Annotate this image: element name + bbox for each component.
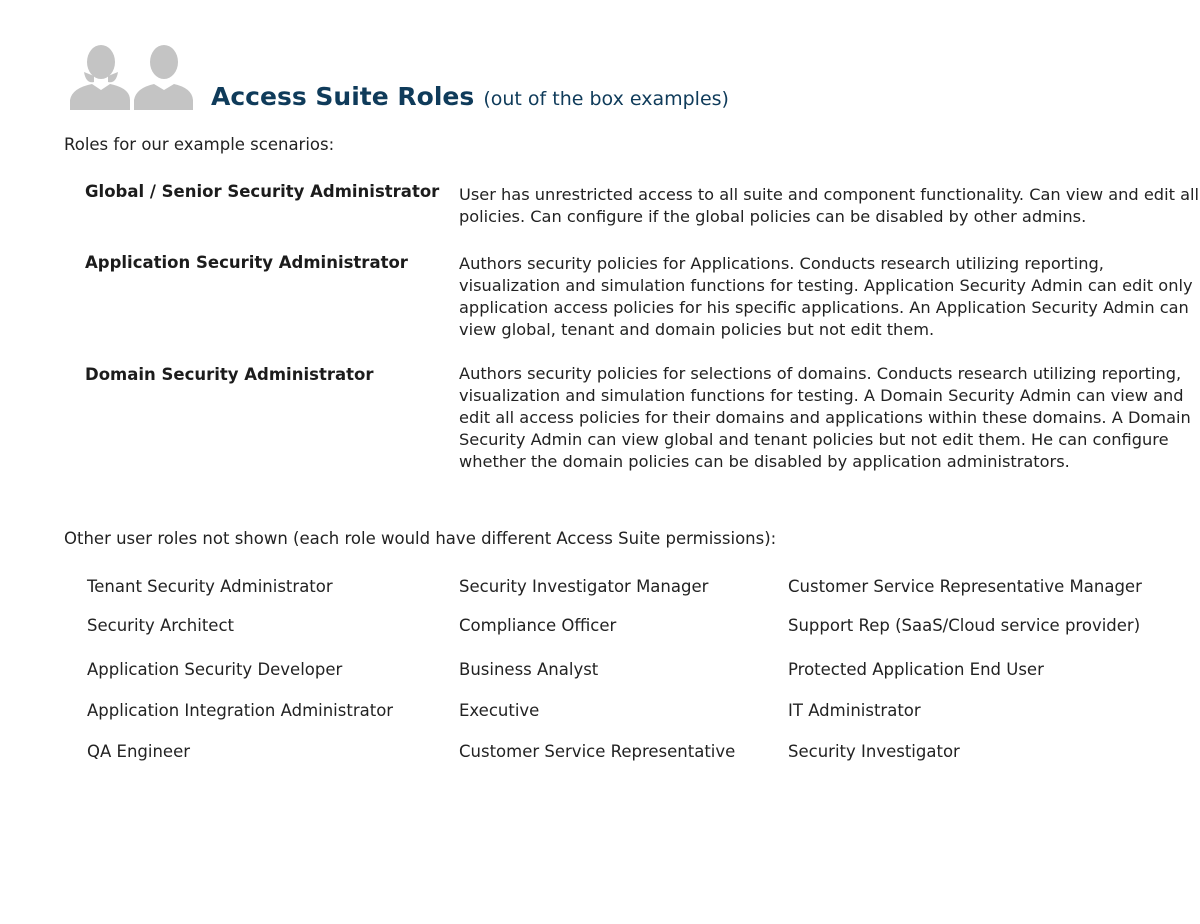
role-name: Global / Senior Security Administrator [85, 182, 440, 201]
role-description: Authors security policies for Applications. Conducts research utilizing reporting, visualization and simulation functions for testing. Application Security Admin can edit only application access policies for his specific applications. An Application Security Admin can view global, tenant and domain policies but not edit them. [459, 254, 1193, 339]
page-title: Access Suite Roles [211, 82, 475, 111]
other-role-item: Tenant Security Administrator [87, 577, 333, 596]
other-role-item: Protected Application End User [788, 660, 1044, 679]
other-role-item: Executive [459, 701, 540, 720]
other-role-item: Compliance Officer [459, 616, 617, 635]
page-subtitle: (out of the box examples) [483, 88, 729, 110]
other-role-item: Support Rep (SaaS/Cloud service provider) [788, 616, 1141, 635]
other-role-item: Security Investigator [788, 742, 960, 761]
other-role-item: Application Security Developer [87, 660, 343, 679]
other-role-item: Customer Service Representative Manager [788, 577, 1142, 596]
other-role-item: QA Engineer [87, 742, 191, 761]
other-role-item: Customer Service Representative [459, 742, 736, 761]
role-name: Application Security Administrator [85, 253, 408, 272]
role-name: Domain Security Administrator [85, 365, 374, 384]
role-description: Authors security policies for selections of domains. Conducts research utilizing reporting, visualization and simulation functions for testing. A Domain Security Admin can view and edit all access policies for their domains and applications within these domains. A Domain Security Admin can view global and tenant policies but not edit them. He can configure whether the domain policies can be disabled by application administrators. [459, 364, 1191, 471]
other-role-item: IT Administrator [788, 701, 921, 720]
other-role-item: Security Architect [87, 616, 234, 635]
other-role-item: Application Integration Administrator [87, 701, 394, 720]
example-roles-heading: Roles for our example scenarios: [64, 135, 335, 154]
other-roles-heading: Other user roles not shown (each role would have different Access Suite permissions): [64, 529, 777, 548]
users-icon [70, 42, 194, 112]
role-description: User has unrestricted access to all suite and component functionality. Can view and edit all policies. Can configure if the global policies can be disabled by other admins. [459, 185, 1199, 226]
other-role-item: Security Investigator Manager [459, 577, 709, 596]
page-title-group [211, 82, 729, 111]
other-role-item: Business Analyst [459, 660, 599, 679]
